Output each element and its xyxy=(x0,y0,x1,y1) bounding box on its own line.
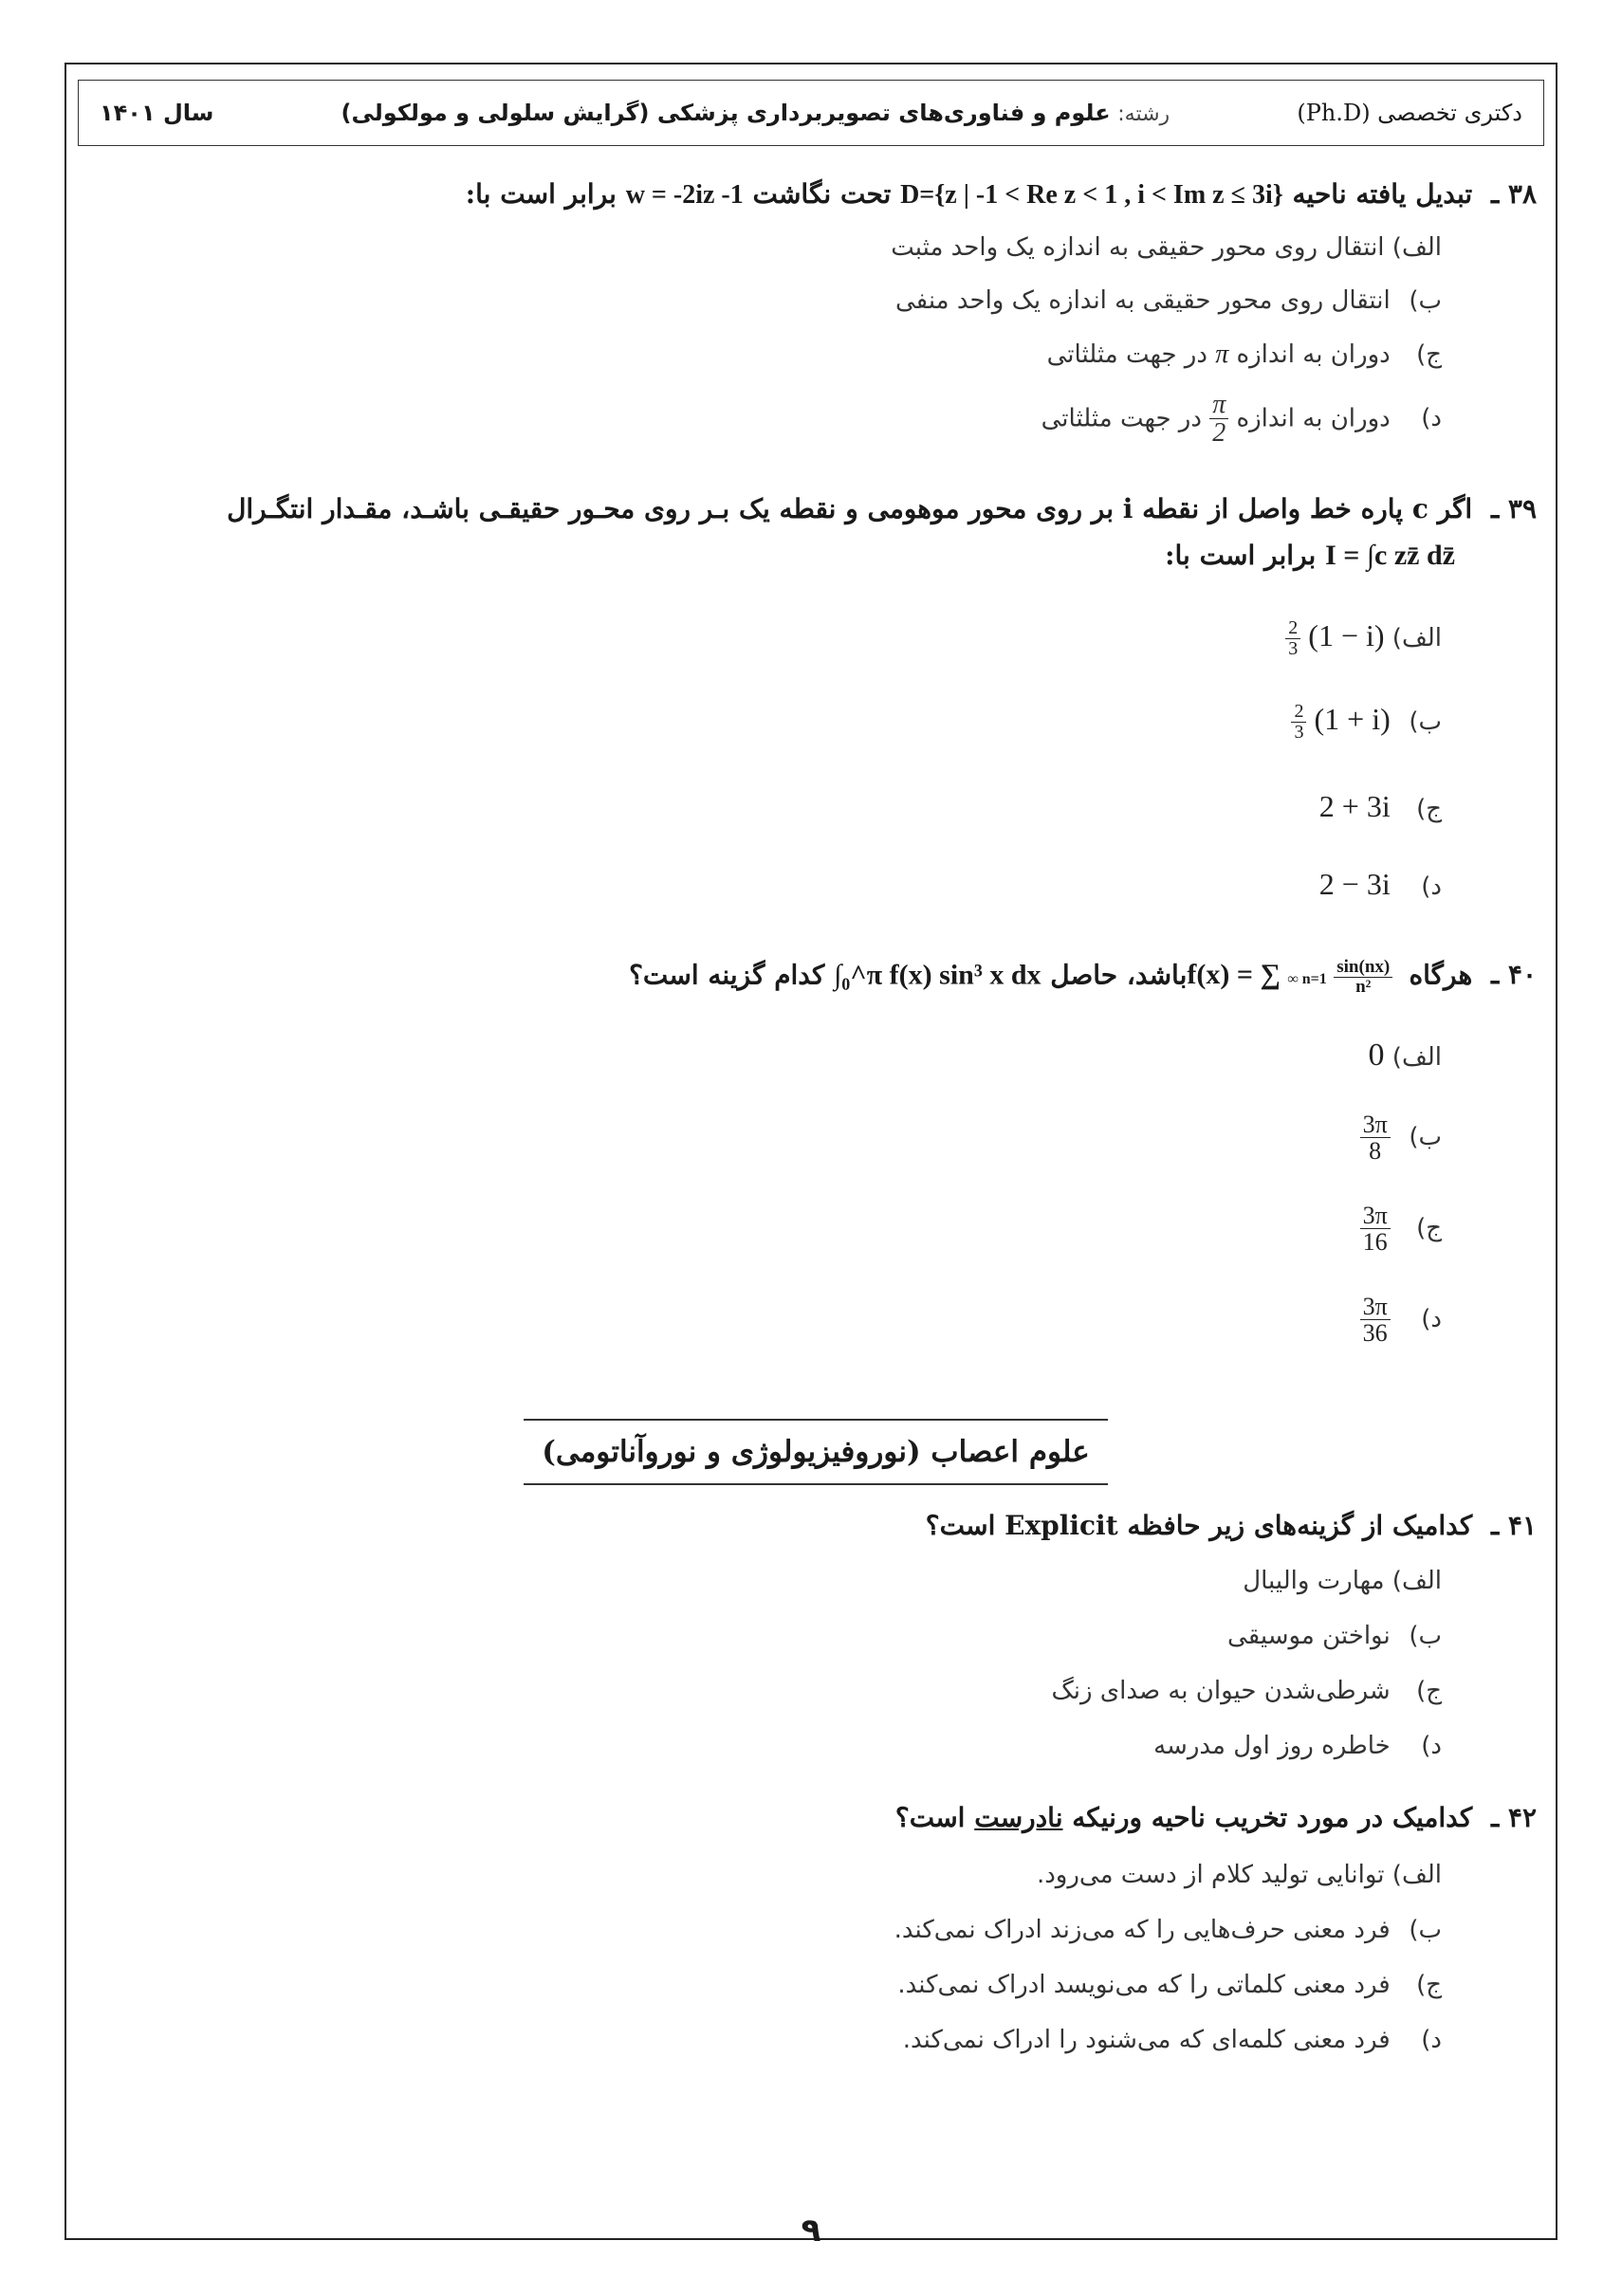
question-text: تبدیل یافته ناحیه xyxy=(1292,178,1473,210)
option-b[interactable] xyxy=(1227,1622,1442,1650)
page-number: ۹ xyxy=(801,2212,821,2250)
question-text: برابر است با: xyxy=(465,178,617,210)
question-number: ۴۱ ـ xyxy=(1490,1510,1537,1541)
option-text: توانایی تولید کلام از دست می‌رود. xyxy=(1036,1861,1385,1889)
option-a[interactable] xyxy=(1037,1861,1442,1889)
math-integral: ∫₀^π f(x) sin³ x dx xyxy=(834,959,1041,991)
exam-year: سال ۱۴۰۱ xyxy=(100,100,214,126)
question-38 xyxy=(466,178,1537,211)
option-expression: 0 xyxy=(1368,1038,1385,1073)
option-label: د) xyxy=(1421,1305,1442,1334)
option-label: ج) xyxy=(1416,1971,1442,1999)
fraction-denominator: n² xyxy=(1355,976,1372,997)
option-a[interactable] xyxy=(891,233,1442,262)
question-number: ۴۰ ـ xyxy=(1490,959,1537,991)
option-expression: (1 + i) xyxy=(1314,702,1391,736)
option-label: الف) xyxy=(1392,624,1442,652)
question-text: است؟ xyxy=(894,1802,966,1833)
option-text: خاطره روز اول مدرسه xyxy=(1153,1732,1391,1760)
option-label: ب) xyxy=(1409,286,1442,315)
fraction-numerator: 3π xyxy=(1360,1294,1391,1320)
question-text: کدامیک از گزینه‌های زیر حافظه Explicit است؟ xyxy=(925,1510,1473,1541)
fraction-numerator: 2 xyxy=(1285,618,1300,639)
option-math xyxy=(1291,701,1391,744)
option-text: شرطی‌شدن حیوان به صدای زنگ xyxy=(1051,1677,1391,1705)
field-name: علوم و فناوری‌های تصویربرداری پزشکی (گرایش سلولی و مولکولی) xyxy=(341,100,1111,126)
option-b[interactable] xyxy=(895,286,1442,315)
fraction-numerator: 3π xyxy=(1360,1111,1391,1138)
question-text: برابر است با: xyxy=(1165,540,1317,571)
option-fraction xyxy=(1360,1111,1391,1165)
question-text: کدام گزینه است؟ xyxy=(629,959,825,991)
fraction-denominator: 16 xyxy=(1362,1228,1388,1257)
function-fraction xyxy=(1334,958,1392,997)
option-d[interactable] xyxy=(1041,391,1442,448)
option-text: در جهت مثلثاتی xyxy=(1046,340,1207,369)
question-text: تحت نگاشت xyxy=(752,178,892,210)
option-math xyxy=(1285,617,1385,660)
option-c[interactable] xyxy=(1360,1203,1442,1256)
option-text: فرد معنی کلمه‌ای که می‌شنود را ادراک نمی‌کند. xyxy=(902,2026,1391,2054)
option-label: ج) xyxy=(1416,340,1442,369)
fraction-denominator: 8 xyxy=(1369,1137,1382,1166)
degree-label: دکتری تخصصی (Ph.D) xyxy=(1297,100,1522,126)
question-number: ۳۹ ـ xyxy=(1490,493,1537,524)
option-text: در جهت مثلثاتی xyxy=(1041,404,1202,433)
option-fraction xyxy=(1291,702,1306,743)
option-a[interactable] xyxy=(1243,1567,1442,1595)
option-math: π xyxy=(1215,340,1229,369)
question-text: اگر c پاره خط واصل از نقطه i بر روی محور موهومی و نقطه یک بـر روی محـور حقیقـی باشـد، مقـدار انتگـرال xyxy=(227,493,1473,524)
fraction-denominator: 2 xyxy=(1212,418,1226,449)
option-d[interactable] xyxy=(1153,1732,1442,1760)
option-text: نواختن موسیقی xyxy=(1227,1622,1391,1650)
option-c[interactable] xyxy=(1051,1677,1442,1705)
option-label: الف) xyxy=(1392,1567,1442,1595)
option-label: الف) xyxy=(1392,233,1442,262)
option-label: د) xyxy=(1421,404,1442,433)
option-label: ج) xyxy=(1416,1677,1442,1705)
question-text: هرگاه xyxy=(1409,959,1473,991)
option-expression: 2 − 3i xyxy=(1318,867,1391,901)
sum-limits: ∞ n=1 xyxy=(1287,971,1327,988)
footer-rule-right xyxy=(863,2238,1556,2240)
option-fraction xyxy=(1209,391,1228,448)
option-label: ب) xyxy=(1409,707,1442,736)
question-40 xyxy=(629,958,1537,997)
fraction-numerator: 2 xyxy=(1291,702,1306,723)
option-label: د) xyxy=(1421,872,1442,901)
option-text: فرد معنی کلماتی را که می‌نویسد ادراک نمی‌کند. xyxy=(897,1971,1391,1999)
option-label: ج) xyxy=(1416,795,1442,823)
option-label: د) xyxy=(1421,2026,1442,2054)
option-fraction xyxy=(1285,618,1300,659)
option-text: مهارت والیبال xyxy=(1243,1567,1385,1595)
option-label: د) xyxy=(1421,1732,1442,1760)
question-number: ۳۸ ـ xyxy=(1490,178,1537,210)
question-39 xyxy=(91,493,1537,572)
math-function xyxy=(1187,957,1399,997)
option-label: ب) xyxy=(1409,1916,1442,1944)
option-label: ب) xyxy=(1409,1123,1442,1152)
section-title: علوم اعصاب (نوروفیزیولوژی و نوروآناتومی) xyxy=(524,1419,1108,1485)
exam-header xyxy=(78,80,1544,146)
option-label: ب) xyxy=(1409,1622,1442,1650)
question-number: ۴۲ ـ xyxy=(1490,1802,1537,1833)
option-b[interactable] xyxy=(1291,702,1442,743)
question-text: باشد، حاصل xyxy=(1050,959,1188,991)
option-d[interactable] xyxy=(1319,867,1442,902)
field-info xyxy=(341,100,1170,126)
option-a[interactable] xyxy=(1369,1038,1442,1074)
option-text: انتقال روی محور حقیقی به اندازه یک واحد منفی xyxy=(895,286,1391,315)
fraction-denominator: 3 xyxy=(1288,638,1299,660)
function-lhs: f(x) = ∑ xyxy=(1187,959,1281,991)
option-expression: (1 − i) xyxy=(1308,618,1385,652)
fraction-denominator: 3 xyxy=(1294,722,1304,744)
math-mapping: w = -2iz -1 xyxy=(625,180,744,210)
option-text: دوران به اندازه xyxy=(1236,404,1391,433)
option-a[interactable] xyxy=(1285,618,1442,659)
option-c[interactable] xyxy=(1047,340,1442,370)
option-b[interactable] xyxy=(1360,1111,1442,1165)
question-42 xyxy=(895,1802,1537,1833)
option-text: فرد معنی حرف‌هایی را که می‌زند ادراک نمی‌کند. xyxy=(894,1916,1391,1944)
option-expression: 2 + 3i xyxy=(1318,789,1391,823)
math-domain: D={z | -1 < Re z < 1 , i < Im z ≤ 3i} xyxy=(900,180,1283,210)
fraction-numerator: sin(nx) xyxy=(1334,958,1392,978)
fraction-denominator: 36 xyxy=(1362,1319,1388,1348)
option-fraction xyxy=(1360,1294,1391,1347)
option-c[interactable] xyxy=(897,1971,1442,1999)
option-d[interactable] xyxy=(903,2026,1442,2054)
question-text: کدامیک در مورد تخریب ناحیه ورنیکه xyxy=(1072,1802,1473,1833)
fraction-numerator: 3π xyxy=(1360,1203,1391,1229)
option-b[interactable] xyxy=(894,1916,1442,1944)
option-c[interactable] xyxy=(1319,789,1442,824)
option-fraction xyxy=(1360,1203,1391,1256)
option-label: الف) xyxy=(1392,1861,1442,1889)
emphasis-word: نادرست xyxy=(974,1802,1063,1833)
option-label: ج) xyxy=(1416,1214,1442,1243)
option-d[interactable] xyxy=(1360,1294,1442,1347)
field-label: رشته: xyxy=(1117,102,1170,126)
option-text: دوران به اندازه xyxy=(1236,340,1391,369)
question-41 xyxy=(926,1510,1537,1541)
option-label: الف) xyxy=(1392,1043,1442,1072)
page-frame xyxy=(65,63,1557,2240)
footer-rule-left xyxy=(66,2238,759,2240)
fraction-numerator: π xyxy=(1209,391,1228,419)
option-text: انتقال روی محور حقیقی به اندازه یک واحد مثبت xyxy=(891,233,1385,262)
math-integral: I = ∫c zz̄ dz̄ xyxy=(1325,540,1455,571)
